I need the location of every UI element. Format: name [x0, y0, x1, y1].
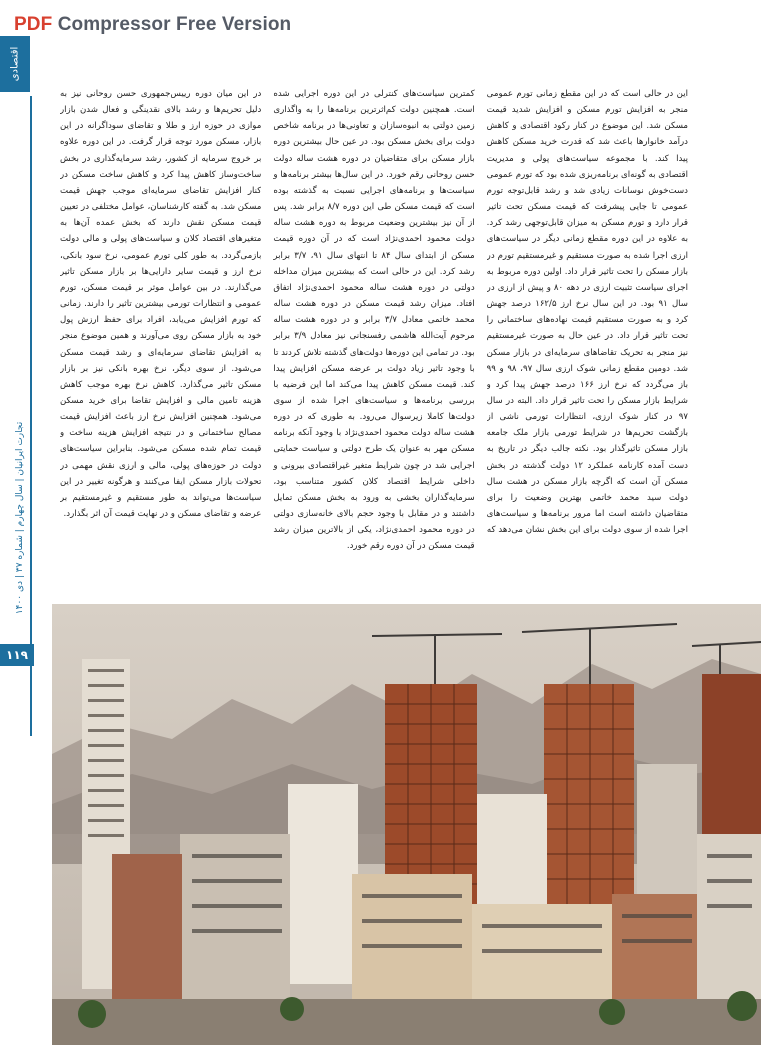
article-columns: [60, 86, 688, 591]
column-right: [487, 86, 688, 591]
watermark-rest: Compressor Free Version: [52, 14, 292, 35]
photo-illustration: [52, 604, 761, 1045]
section-tab: [0, 36, 30, 92]
column-middle: [273, 86, 474, 591]
city-construction-photo: [52, 604, 761, 1045]
issue-info-text: تجارت ایرانیان | سال چهارم | شماره ۳۷ | دی ۱۴۰۰: [15, 421, 25, 614]
issue-info: [10, 395, 30, 640]
column-text: این در حالی است که در این مقطع زمانی تورم عمومی منجر به افزایش تورم مسکن و افزایش شدید قیمت مسکن شد. این موضوع در کنار رکود اقتصادی و کاهش درآمد خانوارها باعث شد که قدرت خرید مسکن کاهش پیدا کند. با مجموعه سیاست‌های پولی و مدیریت اقتصادی به گونه‌ای برنامه‌ریزی شده بود که تورم عمومی دست‌خوش نوسانات زیادی شد و رشد قابل‌توجه تورم عمومی تا جایی پیشرفت که قیمت مسکن تحت تاثیر قرار دارد و تورم مسکن به میزان قابل‌توجهی رشد کرد. به علاوه در این دوره مقطع زمانی دیگر در سیاست‌های ارزی اجرا شده به صورت مستقیم و غیرمستقیم تورم در بازار مسکن را تحت تاثیر قرار داد. اولین دوره مربوط به اجرای سیاست تثبیت ارزی در دهه ۸۰ و پیش از ارزی در سال ۹۱ بود. در این سال نرخ ارز ۱۶۲/۵ درصد جهش کرد و به صورت مستقیم قیمت نهاده‌های ساختمانی را تحت تاثیر قرار داد. در عین حال به صورت غیرمستقیم نیز منجر به تحریک تقاضاهای سرمایه‌ای در بازار مسکن شد. دومین مقطع زمانی شوک ارزی سال ۹۷، ۹۸ و ۹۹ باز می‌گردد که نرخ ارز ۱۶۶ درصد جهش پیدا کرد و شرایط بازار مسکن را تحت تاثیر قرار داد. البته در سال ۹۷ در کنار شوک ارزی، انتظارات تورمی ناشی از بازگشت تحریم‌ها در شرایط تورمی بازار ملک جامعه بازار مسکن تاثیرگذار بود. نکته جالب دیگر در تاریخ به دست آمده کارنامه عملکرد ۱۲ دولت گذشته در بخش مسکن آن است که اگرچه بازار مسکن در هشت سال دولت سید محمد خاتمی بهترین وضعیت را برای متقاضیان داشته است اما مرور برنامه‌ها و سیاست‌های اجرا شده از سوی دولت برای این بخش نشان می‌دهد که: [486, 89, 688, 536]
column-text: کمترین سیاست‌های کنترلی در این دوره اجرایی شده است. همچنین دولت کم‌اثرترین برنامه‌ها را به واگذاری زمین دولتی به انبوه‌سازان و تعاونی‌ها در برنامه شاخص دولت برای بخش مسکن بود. در عین حال بیشترین دوره بازار مسکن برای متقاضیان در دوره هشت ساله دولت حسن روحانی رقم خورد. در این سال‌ها بیشتر برنامه‌ها و سیاست‌ها و برنامه‌های اجرایی نسبت به گذشته بوده است که قیمت مسکن طی این دوره ۸/۷ برابر شد. پس از آن نیز بیشترین وضعیت مربوط به دوره هشت ساله دولت محمود احمدی‌نژاد است که در آن دوره قیمت مسکن از ابتدای سال ۸۴ تا انتهای سال ۹۱، ۳/۷ برابر رشد کرد. این در حالی است که بیشترین میزان مداخله دولتی در دوره هشت ساله محمود احمدی‌نژاد اتفاق افتاد. میزان رشد قیمت مسکن در دوره هشت ساله محمد خاتمی معادل ۳/۷ برابر و در دوره هشت ساله مرحوم آیت‌الله هاشمی رفسنجانی نیز معادل ۳/۹ برابر بود. در تمامی این دوره‌ها دولت‌های گذشته تلاش کردند تا با وجود تاثیر زیاد دولت بر عرضه مسکن افزایش پیدا کند. قیمت مسکن کاهش پیدا می‌کند اما این فرضیه با بررسی برنامه‌ها و سیاست‌های اجرا شده از سوی دولت‌ها کاملا زیرسوال می‌رود. به طوری که در دوره هشت ساله دولت محمود احمدی‌نژاد با وجود آنکه برنامه مسکن مهر به عنوان یک طرح دولتی و سیاست حمایتی اجرایی شد در چون شرایط متغیر غیراقتصادی بیرونی و داخلی شرایط اقتصاد کلان کشور متناسب بود، سرمایه‌گذاران بخشی به ورود به بخش مسکن تمایل داشتند و در مقابل با وجود حجم بالای خانه‌سازی دولتی در دوره محمود احمدی‌نژاد، یکی از بالاترین میزان رشد قیمت مسکن در آن دوره رقم خورد.: [273, 89, 475, 552]
building-gray-2: [180, 834, 290, 1004]
column-left: [60, 86, 261, 591]
column-text: در این میان دوره رییس‌جمهوری حسن روحانی نیز به دلیل تحریم‌ها و رشد بالای نقدینگی و فعال شدن بازار موازی در حوزه ارز و طلا و تقاضای سوداگرانه در این بازار، مسکن مورد توجه قرار گرفت. در این دوره علاوه بر خروج سرمایه از کشور، رشد سرمایه‌گذاری در بخش ساخت‌وساز کاهش پیدا کرد و کاهش ساخت مسکن در کنار افزایش تقاضای سرمایه‌ای موجب جهش قیمت مسکن شد. به گفته کارشناسان، عوامل مختلفی در تعیین قیمت مسکن نقش دارند که بخش عمده آن‌ها به متغیرهای اقتصاد کلان و سیاست‌های پولی و مالی دولت بازمی‌گردد. به طور کلی تورم عمومی، نرخ سود بانکی، نرخ ارز و قیمت سایر دارایی‌ها بر بازار مسکن تاثیر می‌گذارند. در بین عوامل موثر بر قیمت مسکن، تورم عمومی و انتظارات تورمی بیشترین تاثیر را دارند. زمانی که تورم افزایش می‌یابد، افراد برای حفظ ارزش پول خود به بازار مسکن روی می‌آورند و همین موضوع منجر به افزایش تقاضای سرمایه‌ای و رشد قیمت مسکن می‌شود. از سوی دیگر، نرخ بهره بانکی نیز بر بازار مسکن تاثیر می‌گذارد. کاهش نرخ بهره موجب کاهش هزینه تامین مالی و افزایش تقاضا برای خرید مسکن می‌شود. همچنین افزایش نرخ ارز باعث افزایش قیمت مصالح ساختمانی و در نتیجه افزایش هزینه ساخت و قیمت تمام شده مسکن می‌شود. بنابراین سیاست‌های دولت در حوزه‌های پولی، مالی و ارزی نقش مهمی در تحولات بازار مسکن ایفا می‌کنند و هرگونه تغییر در این سیاست‌ها می‌تواند به طور مستقیم و غیرمستقیم بر عرضه و تقاضای مسکن و در نهایت قیمت آن اثر بگذارد.: [60, 89, 262, 520]
watermark: [14, 14, 291, 36]
page-number: ۱۱۹: [0, 644, 34, 666]
left-rule: [30, 96, 32, 736]
foreground-rooftops: [52, 999, 761, 1045]
section-tab-label: اقتصادی: [9, 46, 21, 82]
building-white-1: [288, 784, 358, 984]
watermark-pdf: PDF: [14, 14, 53, 35]
